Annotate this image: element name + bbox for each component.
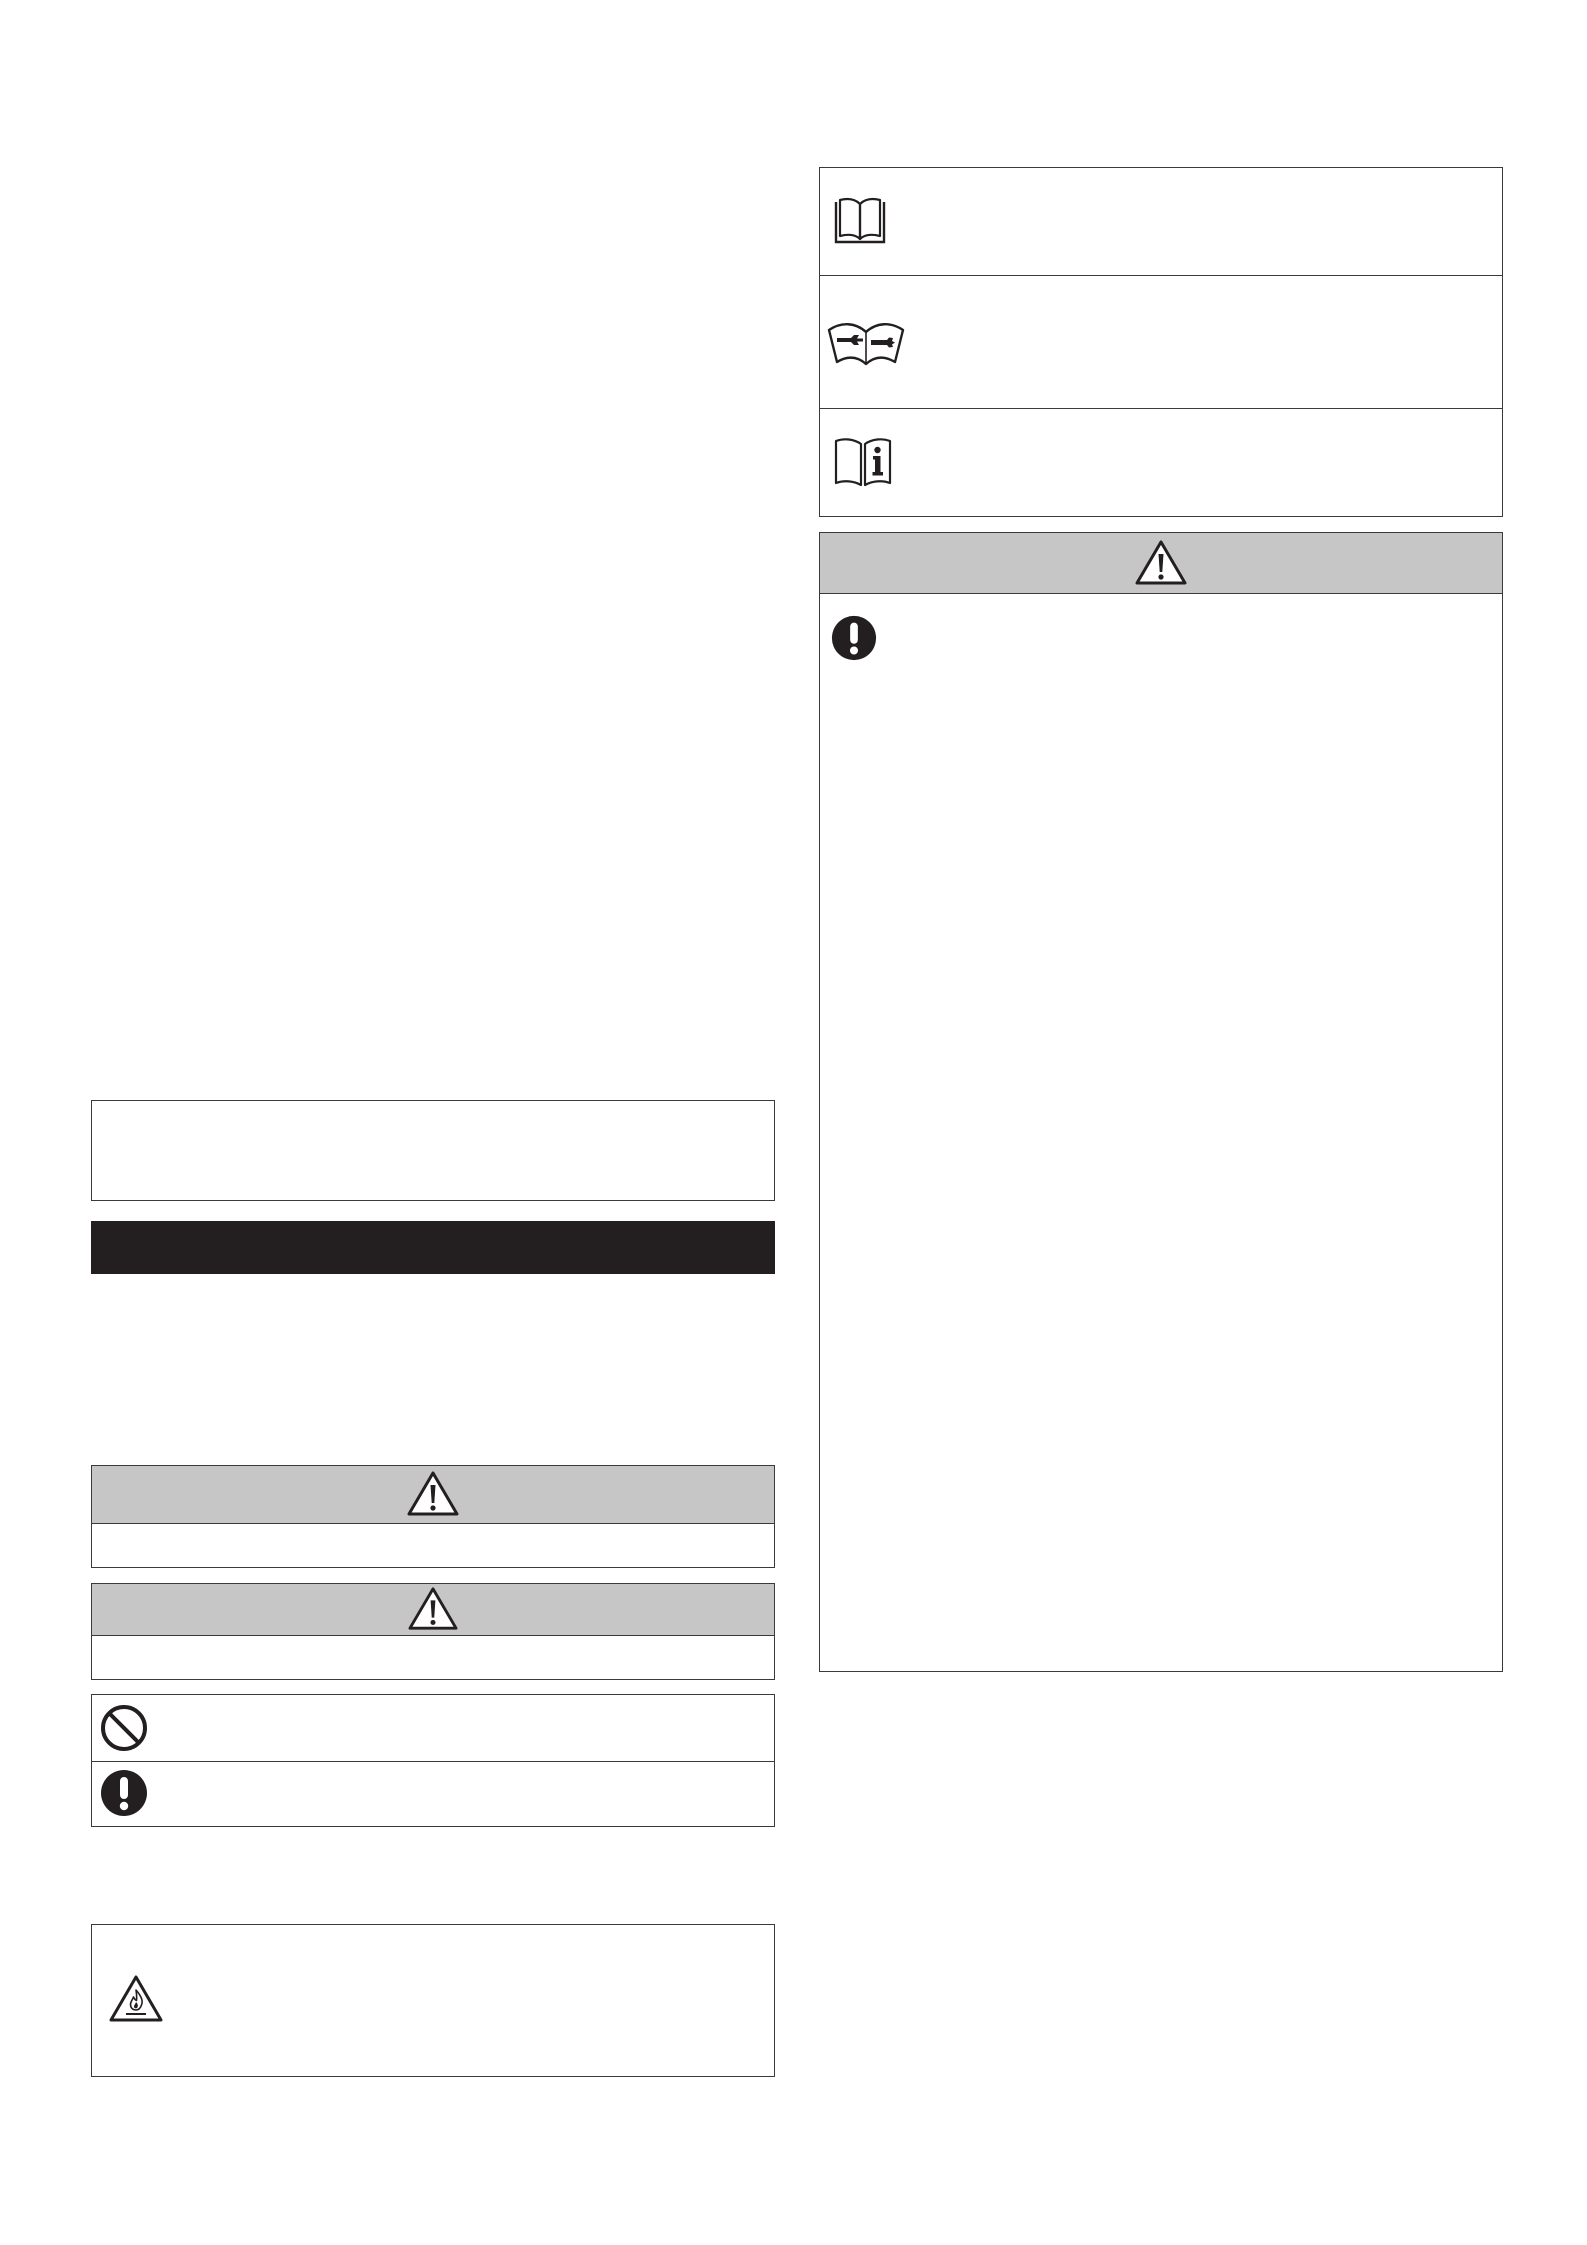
warning-box: [91, 1465, 775, 1568]
note-box: [91, 1100, 775, 1201]
prohibition-icon: [99, 1703, 149, 1753]
section-title-bar: [91, 1221, 775, 1274]
manual-row-service: [820, 276, 1502, 408]
warning-triangle-icon: [405, 1585, 461, 1633]
mandatory-action-icon: [830, 614, 878, 662]
service-manual-icon: [823, 314, 909, 374]
read-manual-icon: [830, 196, 890, 250]
manual-row-read: [820, 168, 1502, 275]
large-warning-box-divider: [820, 593, 1502, 594]
manual-symbols-table: [819, 167, 1503, 517]
manual-row-information: [820, 409, 1502, 517]
warning-box-divider: [92, 1523, 774, 1524]
symbol-row-prohibition: [92, 1695, 774, 1761]
large-warning-box-header: [820, 533, 1502, 593]
flammable-box: [91, 1924, 775, 2077]
information-manual-icon: [832, 435, 894, 491]
warning-triangle-icon: [405, 1469, 461, 1519]
warning-box-header: [92, 1466, 774, 1523]
caution-box: [91, 1583, 775, 1680]
caution-box-header: [92, 1584, 774, 1635]
warning-triangle-icon: [1133, 537, 1189, 589]
mandatory-action-icon: [99, 1768, 149, 1818]
symbol-table: [91, 1694, 775, 1827]
flammable-warning-icon: [107, 1973, 165, 2025]
caution-box-divider: [92, 1635, 774, 1636]
symbol-row-mandatory: [92, 1762, 774, 1827]
large-warning-box: [819, 532, 1503, 1672]
